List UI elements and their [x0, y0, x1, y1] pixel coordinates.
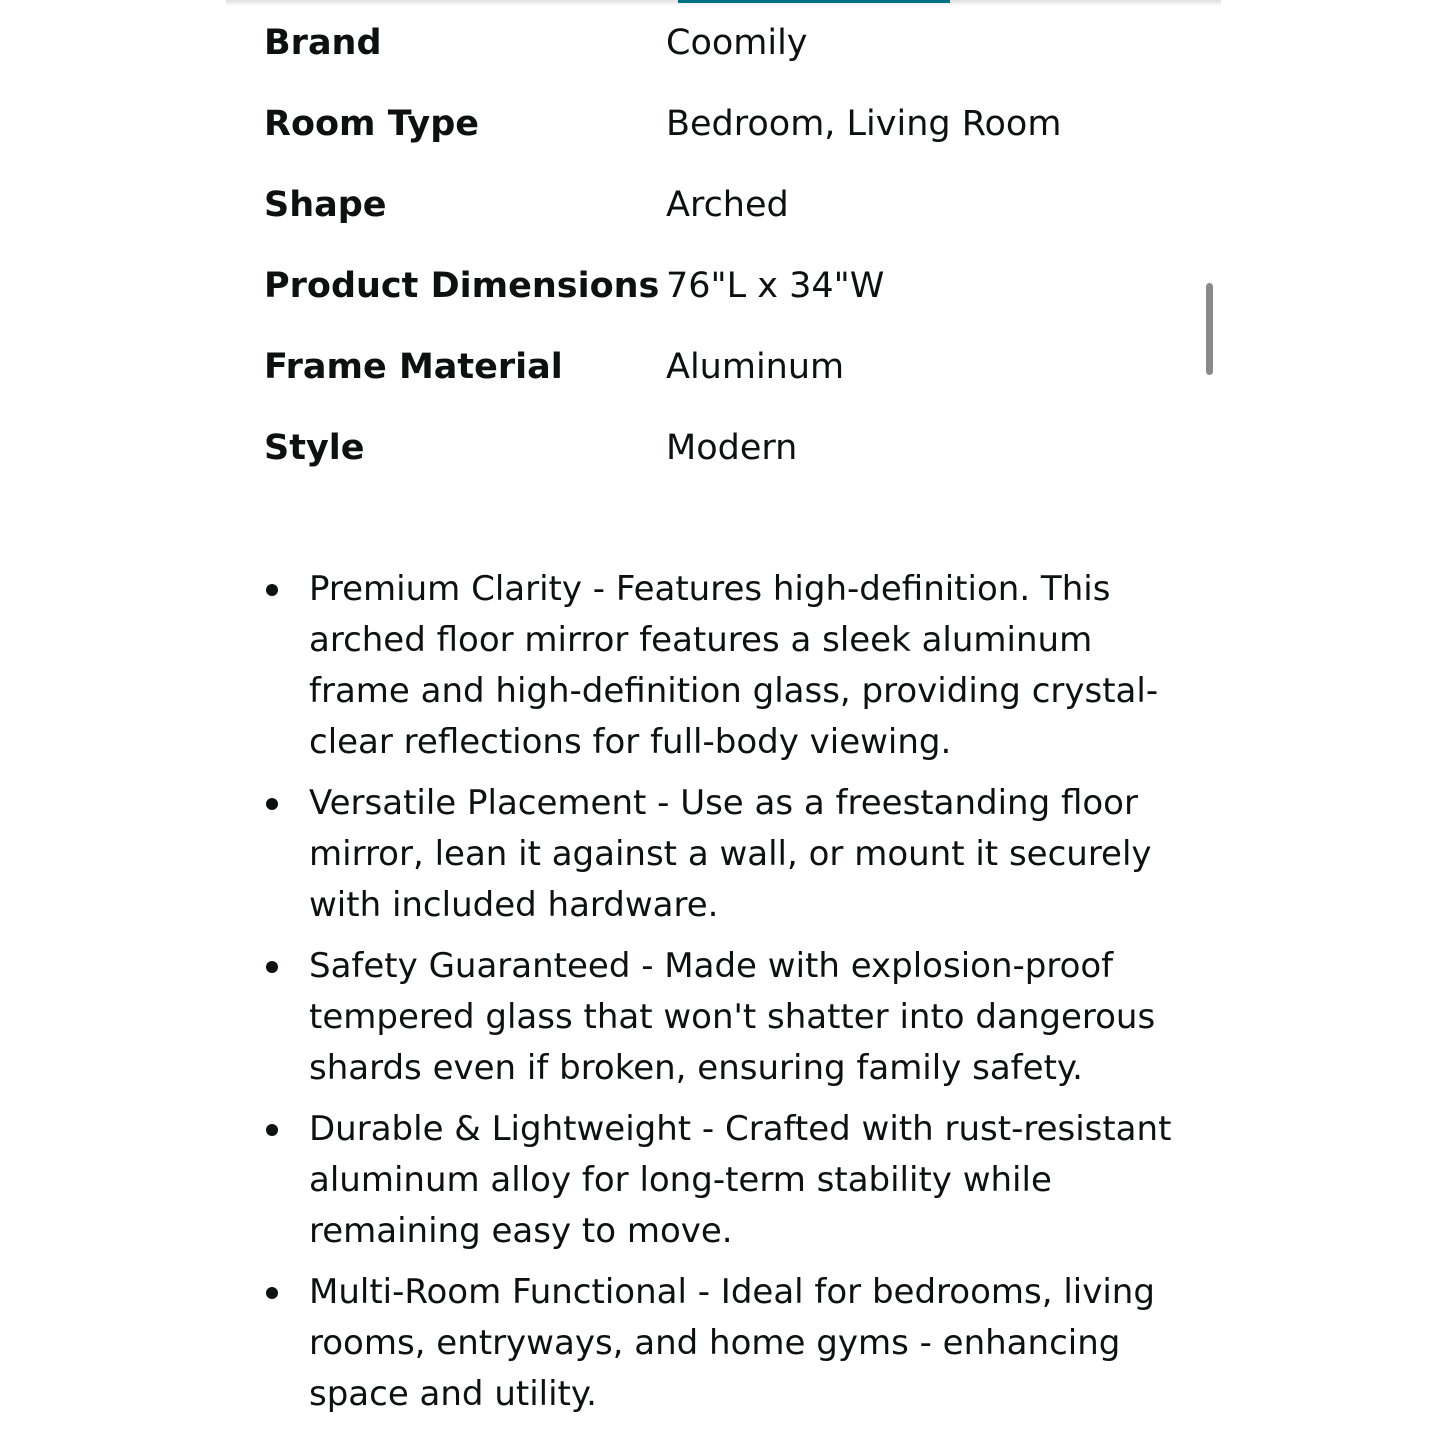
- feature-bullet: [264, 1267, 1194, 1420]
- feature-bullet: [264, 1104, 1194, 1257]
- active-tab-indicator: [678, 0, 950, 3]
- spec-value: 76"L x 34"W: [666, 266, 885, 306]
- feature-bullet-text: Versatile Placement - Use as a freestanding floor mirror, lean it against a wall, or mount it securely with included hardware.: [309, 783, 1152, 925]
- spec-value: Bedroom, Living Room: [666, 104, 1062, 144]
- spec-row-frame-material: [264, 342, 1184, 393]
- spec-label: Style: [264, 428, 365, 468]
- feature-bullet-text: Multi-Room Functional - Ideal for bedrooms, living rooms, entryways, and home gyms - enhancing space and utility.: [309, 1272, 1155, 1414]
- bullet-dot-icon: [266, 584, 278, 596]
- spec-value: Aluminum: [666, 347, 845, 387]
- feature-bullet: [264, 564, 1194, 768]
- bullet-dot-icon: [266, 798, 278, 810]
- spec-value: Coomily: [666, 23, 808, 63]
- feature-bullet-list: [264, 564, 1194, 1430]
- spec-label: Product Dimensions: [264, 266, 660, 306]
- scrollbar-thumb[interactable]: [1206, 283, 1213, 375]
- spec-row-shape: [264, 180, 1184, 231]
- spec-value: Arched: [666, 185, 789, 225]
- bullet-dot-icon: [266, 961, 278, 973]
- spec-label: Frame Material: [264, 347, 563, 387]
- spec-label: Shape: [264, 185, 387, 225]
- spec-label: Brand: [264, 23, 382, 63]
- feature-bullet-text: Premium Clarity - Features high-definition. This arched floor mirror features a sleek aluminum frame and high-definition glass, providing crystal-clear reflections for full-body viewing.: [309, 569, 1159, 762]
- bullet-dot-icon: [266, 1124, 278, 1136]
- bullet-dot-icon: [266, 1287, 278, 1299]
- spec-row-room-type: [264, 99, 1184, 150]
- spec-row-product-dimensions: [264, 261, 1184, 312]
- feature-bullet-text: Durable & Lightweight - Crafted with rust-resistant aluminum alloy for long-term stability while remaining easy to move.: [309, 1109, 1172, 1251]
- spec-label: Room Type: [264, 104, 480, 144]
- feature-bullet: [264, 941, 1194, 1094]
- feature-bullet-text: Safety Guaranteed - Made with explosion-proof tempered glass that won't shatter into dangerous shards even if broken, ensuring family safety.: [309, 946, 1156, 1088]
- spec-row-style: [264, 423, 1184, 474]
- spec-value: Modern: [666, 428, 798, 468]
- product-specs-table: [264, 18, 1184, 504]
- spec-row-brand: [264, 18, 1184, 69]
- feature-bullet: [264, 778, 1194, 931]
